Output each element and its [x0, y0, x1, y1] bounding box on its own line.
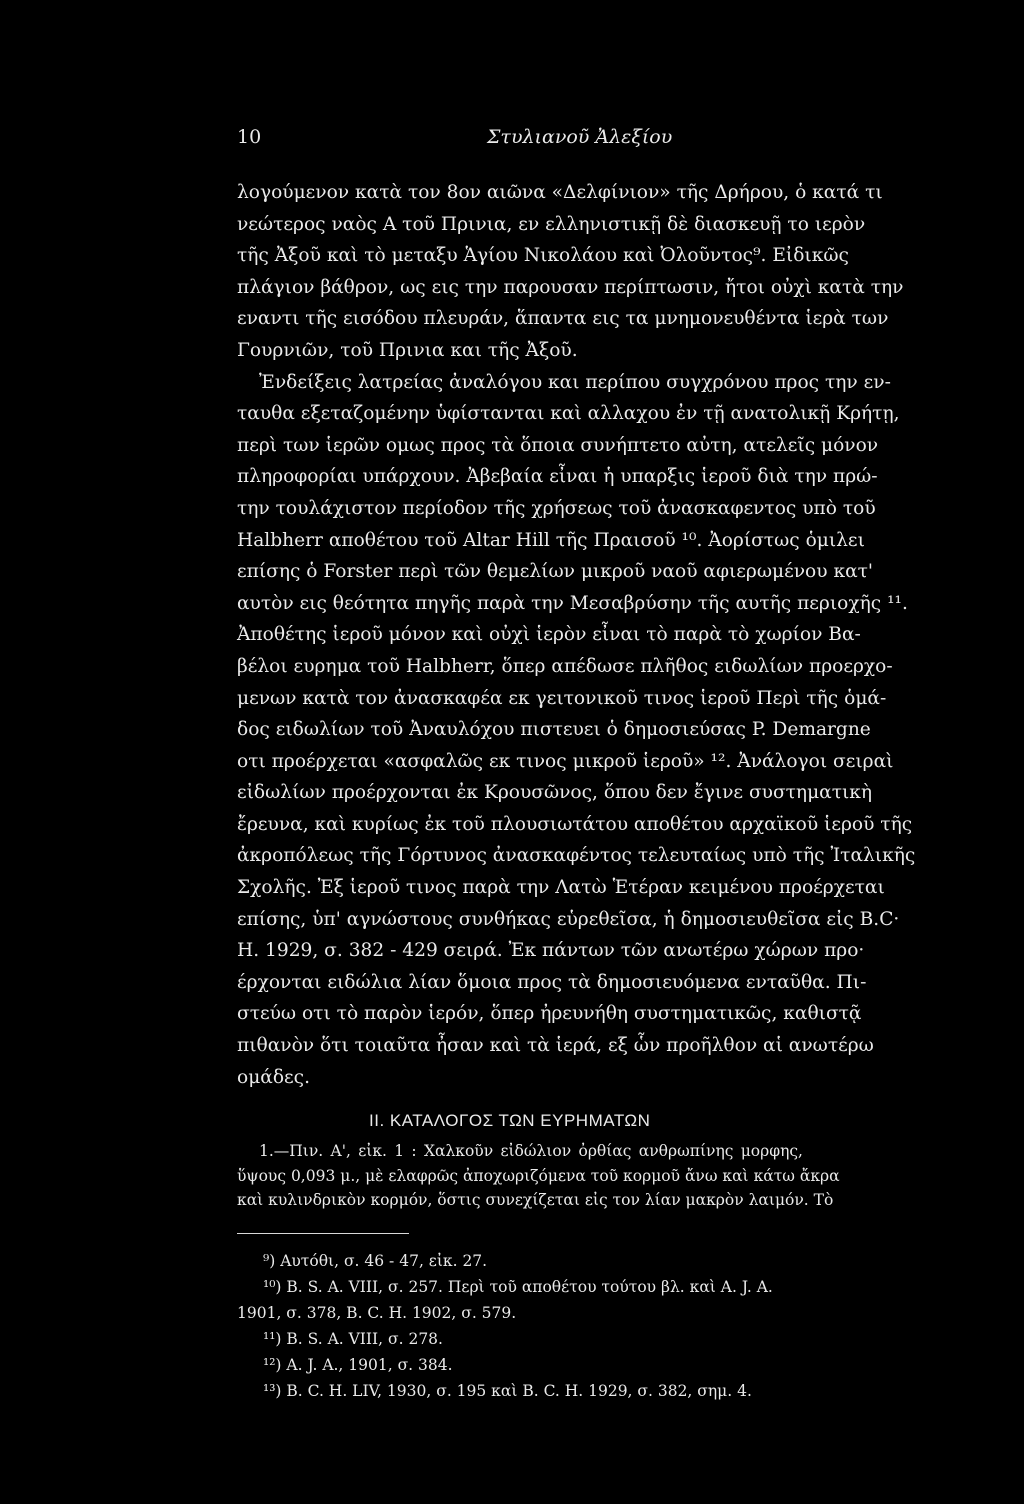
- text-line: πιθανὸν ὅτι τοιαῦτα ἦσαν καὶ τὰ ἱερά, εξ ὧν προῆλθον αἱ ανωτέρω: [237, 1035, 874, 1057]
- text-line: πληροφορίαι υπάρχουν. Ἀβεβαία εἶναι ἡ υπαρξις ἱεροῦ διὰ την πρώ-: [237, 466, 878, 488]
- catalog-line: ὕψους 0,093 μ., μὲ ελαφρῶς ἀποχωριζόμενα τοῦ κορμοῦ ἄνω καὶ κάτω ἄκρα: [237, 1166, 840, 1185]
- text-line: Ἐνδείξεις λατρείας ἀναλόγου και περίπου συγχρόνου προς την εν-: [259, 371, 891, 393]
- text-line: H. 1929, σ. 382 - 429 σειρά. Ἐκ πάντων τῶν ανωτέρω χώρων προ·: [237, 940, 865, 962]
- footnote: ¹⁰) B. S. A. VIII, σ. 257. Περὶ τοῦ αποθέτου τούτου βλ. καὶ A. J. A.: [263, 1277, 773, 1296]
- text-line: εἰδωλίων προέρχονται ἐκ Κρουσῶνος, ὅπου δεν ἔγινε συστηματικὴ: [237, 782, 873, 804]
- footnote: ¹³) B. C. H. LIV, 1930, σ. 195 καὶ B. C. H. 1929, σ. 382, σημ. 4.: [263, 1381, 752, 1400]
- text-line: πλάγιον βάθρον, ως εις την παρουσαν περίπτωσιν, ἤτοι οὐχὶ κατὰ την: [237, 276, 904, 298]
- text-line: τῆς Ἀξοῦ καὶ τὸ μεταξυ Ἁγίου Νικολάου καὶ Ὀλοῦντος⁹. Εἰδικῶς: [237, 245, 849, 267]
- catalog-line: 1.—Πιν. Α', εἰκ. 1 : Χαλκοῦν εἰδώλιον ὀρθίας ανθρωπίνης μορφης,: [259, 1142, 803, 1161]
- text-line: λογούμενον κατὰ τον 8ον αιῶνα «Δελφίνιον» τῆς Δρήρου, ὁ κατά τι: [237, 182, 883, 203]
- page-header: [237, 126, 797, 156]
- catalog-line: καὶ κυλινδρικὸν κορμόν, ὅστις συνεχίζεται εἰς τον λίαν μακρὸν λαιμόν. Τὸ: [237, 1191, 834, 1210]
- footnote: ⁹) Αυτόθι, σ. 46 - 47, εἰκ. 27.: [263, 1251, 488, 1270]
- text-line: την τουλάχιστον περίοδον τῆς χρήσεως τοῦ ἀνασκαφεντος υπὸ τοῦ: [237, 497, 876, 519]
- text-line: αυτὸν εις θεότητα πηγῆς παρὰ την Μεσαβρύσην τῆς αυτῆς περιοχῆς ¹¹.: [237, 592, 908, 614]
- text-line: δος ειδωλίων τοῦ Ἀναυλόχου πιστευει ὁ δημοσιεύσας P. Demargne: [237, 719, 871, 741]
- main-text: [237, 177, 916, 1404]
- text-line: οτι προέρχεται «ασφαλῶς εκ τινος μικροῦ ἱεροῦ» ¹². Ἀνάλογοι σειραὶ: [237, 750, 894, 772]
- footnote: ¹²) A. J. A., 1901, σ. 384.: [263, 1355, 453, 1374]
- text-line: ομάδες.: [237, 1066, 310, 1088]
- footnote-divider: [237, 1233, 409, 1234]
- text-line: βέλοι ευρημα τοῦ Halbherr, ὅπερ απέδωσε πλῆθος ειδωλίων προερχο-: [237, 655, 893, 677]
- text-line: Ἀποθέτης ἱεροῦ μόνον καὶ οὐχὶ ἱερὸν εἶναι τὸ παρὰ τὸ χωρίον Βα-: [237, 624, 861, 646]
- page-number: 10: [237, 126, 262, 148]
- running-head: Στυλιανοῦ Ἀλεξίου: [487, 126, 673, 148]
- text-line: Σχολῆς. Ἐξ ἱεροῦ τινος παρὰ την Λατὼ Ἑτέραν κειμένου προέρχεται: [237, 877, 885, 899]
- text-line: μενων κατὰ τον ἀνασκαφέα εκ γειτονικοῦ τινος ἱεροῦ Περὶ τῆς ὁμά-: [237, 687, 887, 709]
- text-line: νεώτερος ναὸς Α τοῦ Πρινια, εν ελληνιστικῇ δὲ διασκευῇ το ιερὸν: [237, 213, 866, 235]
- text-line: ἀκροπόλεως τῆς Γόρτυνος ἀνασκαφέντος τελευταίως υπὸ τῆς Ἰταλικῆς: [237, 845, 916, 867]
- paragraph: [237, 177, 904, 367]
- text-line: στεύω οτι τὸ παρὸν ἱερόν, ὅπερ ἠρευνήθη συστηματικῶς, καθιστᾷ: [237, 1003, 862, 1025]
- text-line: έρχονται ειδώλια λίαν ὅμοια προς τὰ δημοσιευόμενα ενταῦθα. Πι-: [237, 971, 867, 993]
- paragraph: [237, 367, 916, 1094]
- text-line: ταυθα εξεταζομένην ὑφίστανται καὶ αλλαχου ἐν τῇ ανατολικῇ Κρήτῃ,: [237, 403, 900, 425]
- footnote: ¹¹) B. S. A. VIII, σ. 278.: [263, 1329, 443, 1348]
- text-line: επίσης, ὑπ' αγνώστους συνθήκας εὑρεθεῖσα, ἡ δημοσιευθεῖσα εἰς B.C·: [237, 908, 900, 930]
- text-line: εναντι τῆς εισόδου πλευράν, ἅπαντα εις τα μνημονευθέντα ἱερὰ των: [237, 308, 889, 330]
- text-line: ἔρευνα, καὶ κυρίως ἐκ τοῦ πλουσιωτάτου αποθέτου αρχαϊκοῦ ἱεροῦ τῆς: [237, 813, 913, 835]
- catalog-entry: [237, 1139, 840, 1213]
- footnotes: [237, 1248, 803, 1404]
- section-heading: II. ΚΑΤΑΛΟΓΟΣ ΤΩΝ ΕΥΡΗΜΑΤΩΝ: [369, 1111, 651, 1131]
- text-line: επίσης ὁ Forster περὶ τῶν θεμελίων μικροῦ ναοῦ αφιερωμένου κατ': [237, 561, 874, 583]
- text-line: Γουρνιῶν, τοῦ Πρινια και τῆς Ἀξοῦ.: [237, 339, 578, 361]
- text-line: περὶ των ἱερῶν ομως προς τὰ ὅποια συνήπτετο αὐτη, ατελεῖς μόνον: [237, 434, 879, 456]
- text-line: Halbherr αποθέτου τοῦ Altar Hill τῆς Πραισοῦ ¹⁰. Ἀορίστως ὁμιλει: [237, 529, 865, 551]
- footnote-continuation: 1901, σ. 378, B. C. H. 1902, σ. 579.: [237, 1303, 517, 1322]
